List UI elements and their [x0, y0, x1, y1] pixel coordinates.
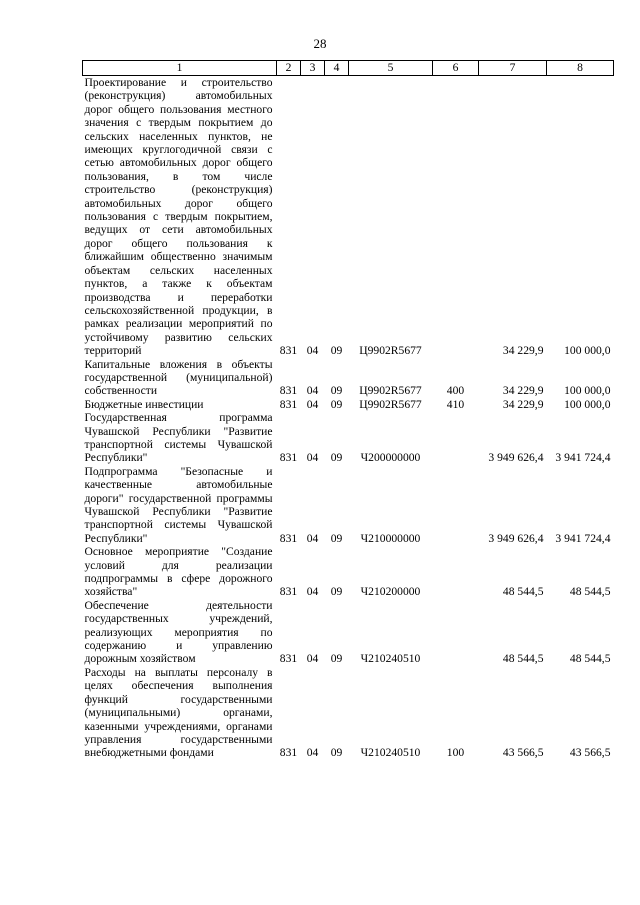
header-col-4: 4 [325, 61, 349, 76]
row-ministry-code: 831 [279, 746, 298, 760]
row-target-article: Ц9902R5677 [359, 344, 422, 358]
header-col-1: 1 [83, 61, 277, 76]
row-name: Государственная программа Чувашской Республики "Развитие транспортной системы Чувашской Республики" [84, 411, 273, 465]
row-target-article: Ч210200000 [360, 585, 421, 599]
header-col-6: 6 [433, 61, 479, 76]
row-expense-type: 410 [446, 397, 465, 411]
row-subsection: 09 [330, 384, 343, 398]
row-name: Проектирование и строительство (реконструкция) автомобильных дорог общего пользования местного значения с твердым покрытием до сельских населенных пунктов, не имеющих круглогодичной связи с сетью автомобильных дорог общего пользования, в том числе строительство (реконструкция) автомобильных дорог общего пользования с твердым покрытием, ведущих от сети автомобильных дорог общего пользования к ближайшим общественно значимым объектам сельских населенных пунктов, а также к объектам производства и переработки сельскохозяйственной продукции, в рамках реализации мероприятий по устойчивому развитию сельских территорий [84, 76, 273, 358]
row-name: Капитальные вложения в объекты государственной (муниципальной) собственности [84, 357, 273, 398]
row-amount-col8: 43 566,5 [569, 746, 611, 760]
row-ministry-code: 831 [279, 397, 298, 411]
row-section: 04 [306, 746, 319, 760]
row-name: Основное мероприятие "Создание условий для реализации подпрограммы в сфере дорожного хозяйства" [84, 545, 273, 599]
row-amount-col8: 3 941 724,4 [555, 451, 611, 465]
row-amount-col7: 3 949 626,4 [488, 451, 544, 465]
row-amount-col7: 48 544,5 [502, 652, 544, 666]
row-amount-col8: 100 000,0 [564, 344, 611, 358]
row-target-article: Ч210000000 [360, 531, 421, 545]
header-col-2: 2 [277, 61, 301, 76]
row-amount-col7: 48 544,5 [502, 585, 544, 599]
budget-table [82, 60, 614, 760]
row-name: Обеспечение деятельности государственных учреждений, реализующих мероприятия по содержанию и управлению дорожным хозяйством [84, 598, 273, 666]
row-amount-col7: 34 229,9 [502, 397, 544, 411]
table-row [83, 599, 614, 666]
header-col-3: 3 [301, 61, 325, 76]
row-amount-col7: 34 229,9 [502, 384, 544, 398]
table-row [83, 398, 614, 411]
row-ministry-code: 831 [279, 531, 298, 545]
table-row [83, 358, 614, 398]
row-subsection: 09 [330, 451, 343, 465]
table-row [83, 465, 614, 545]
table-row [83, 411, 614, 465]
row-target-article: Ч200000000 [360, 451, 421, 465]
row-subsection: 09 [330, 531, 343, 545]
row-section: 04 [306, 384, 319, 398]
row-subsection: 09 [330, 344, 343, 358]
row-expense-type: 100 [446, 746, 465, 760]
row-section: 04 [306, 585, 319, 599]
row-target-article: Ц9902R5677 [359, 397, 422, 411]
row-subsection: 09 [330, 585, 343, 599]
row-ministry-code: 831 [279, 585, 298, 599]
row-amount-col8: 100 000,0 [564, 384, 611, 398]
row-subsection: 09 [330, 652, 343, 666]
table-row [83, 666, 614, 760]
row-name: Расходы на выплаты персоналу в целях обеспечения выполнения функций государственными (муниципальными) органами, казенными учреждениями, органами управления государственными внебюджетными фондами [84, 665, 273, 760]
row-expense-type [433, 411, 479, 465]
row-name: Подпрограмма "Безопасные и качественные автомобильные дороги" государственной программы Чувашской Республики "Развитие транспортной системы Чувашской Республики" [84, 464, 273, 545]
column-number-header [83, 61, 614, 76]
row-expense-type [433, 465, 479, 545]
table-row [83, 76, 614, 358]
row-amount-col7: 43 566,5 [502, 746, 544, 760]
row-section: 04 [306, 397, 319, 411]
row-target-article: Ч210240510 [360, 746, 421, 760]
row-section: 04 [306, 652, 319, 666]
row-amount-col7: 34 229,9 [502, 344, 544, 358]
row-name: Бюджетные инвестиции [84, 397, 204, 411]
row-ministry-code: 831 [279, 451, 298, 465]
row-ministry-code: 831 [279, 384, 298, 398]
row-section: 04 [306, 344, 319, 358]
row-expense-type [433, 545, 479, 599]
row-expense-type [433, 599, 479, 666]
row-section: 04 [306, 531, 319, 545]
row-expense-type [433, 76, 479, 358]
page-number: 28 [313, 36, 327, 51]
row-amount-col7: 3 949 626,4 [488, 531, 544, 545]
header-col-7: 7 [479, 61, 547, 76]
row-target-article: Ц9902R5677 [359, 384, 422, 398]
row-section: 04 [306, 451, 319, 465]
row-target-article: Ч210240510 [360, 652, 421, 666]
row-ministry-code: 831 [279, 652, 298, 666]
row-subsection: 09 [330, 397, 343, 411]
row-amount-col8: 100 000,0 [564, 397, 611, 411]
header-col-8: 8 [547, 61, 614, 76]
row-subsection: 09 [330, 746, 343, 760]
row-amount-col8: 48 544,5 [569, 652, 611, 666]
row-amount-col8: 48 544,5 [569, 585, 611, 599]
row-amount-col8: 3 941 724,4 [555, 531, 611, 545]
row-ministry-code: 831 [279, 344, 298, 358]
header-col-5: 5 [349, 61, 433, 76]
table-row [83, 545, 614, 599]
row-expense-type: 400 [446, 384, 465, 398]
